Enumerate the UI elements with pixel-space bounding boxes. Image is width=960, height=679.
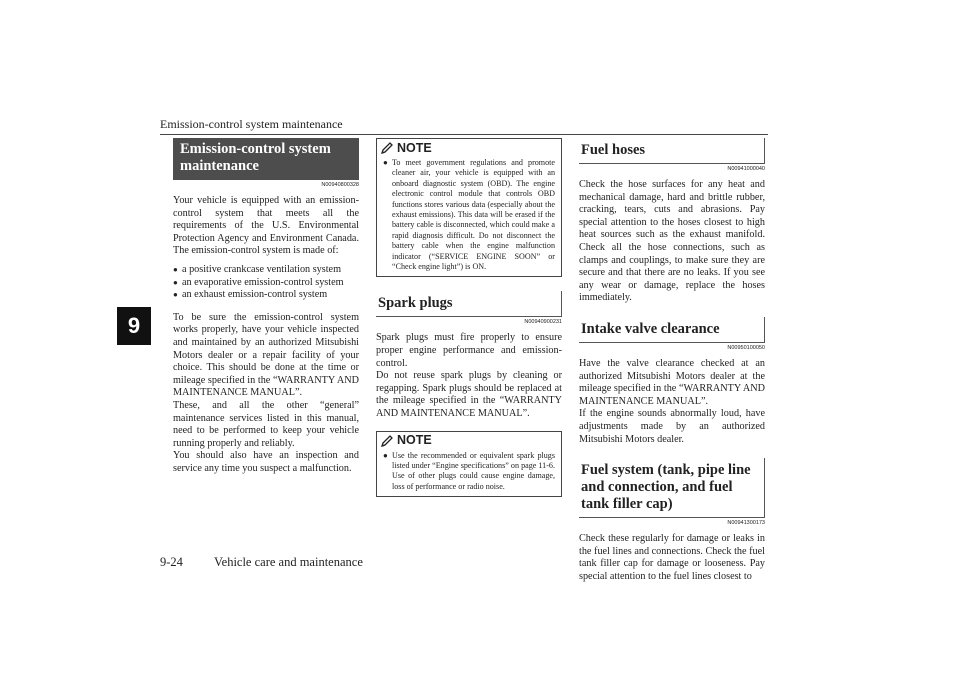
bullet-icon: ● xyxy=(173,264,178,274)
body-paragraph: To be sure the emission-control system works properly, have your vehicle inspected and maintained by an authorized Mitsubishi Motors dealer or a repair facility of your choice. This should be done at the time or mileage specified in the “WARRANTY AND MAINTENANCE MANUAL”. xyxy=(173,311,359,399)
note-label: NOTE xyxy=(397,140,432,155)
note-pencil-icon xyxy=(380,141,394,155)
body-paragraph: Check these regularly for damage or leaks in the fuel lines and connections. Check the fuel tank filler cap for damage or looseness. Pay special attention to the fuel lines closest to xyxy=(579,533,765,582)
note-box-obd xyxy=(376,138,562,277)
note-text: To meet government regulations and promote cleaner air, your vehicle is equipped with an onboard diagnostic system (OBD). The engine electronic control module that controls OBD functions stores various data (especially about the exhaust emissions). This data will be erased if the battery cable is disconnected, which could make a rapid diagnosis difficult. Do not disconnect the battery cable when the engine malfunction indicator (“SERVICE ENGINE SOON” or “Check engine light”) is ON. xyxy=(392,158,555,272)
section-heading-spark-plugs: Spark plugs xyxy=(376,291,562,317)
body-paragraph: Spark plugs must fire properly to ensure proper engine performance and emission-control. xyxy=(376,332,562,369)
body-paragraph: Check the hose surfaces for any heat and mechanical damage, hard and brittle rubber, cracking, tears, cuts and abrasions. Pay special attention to the hoses closest to high heat sources such as the exhaust manifold. Check all the hose connections, such as clamps and couplings, to make sure they are secure and that there are no leaks. If you see any wear or damage, replace the hoses immediately. xyxy=(579,179,765,304)
doc-id: N00940800328 xyxy=(321,182,359,188)
bullet-icon: ● xyxy=(383,450,388,460)
doc-id: N00950100050 xyxy=(727,344,765,351)
body-paragraph: Do not reuse spark plugs by cleaning or regapping. Spark plugs should be replaced at the mileage specified in the “WARRANTY AND MAINTENANCE MANUAL”. xyxy=(376,370,562,420)
column-1 xyxy=(173,138,359,475)
bullet-icon: ● xyxy=(173,277,178,287)
body-paragraph: These, and all the other “general” maintenance services listed in this manual, need to be performed to keep your vehicle running properly and reliably. xyxy=(173,399,359,449)
list-item: ● a positive crankcase ventilation system xyxy=(173,263,341,275)
doc-id: N00940900231 xyxy=(524,319,562,326)
column-2 xyxy=(376,138,562,497)
body-paragraph: You should also have an inspection and service any time you suspect a malfunction. xyxy=(173,450,359,474)
note-text: Use the recommended or equivalent spark plugs listed under “Engine specifications” on page 11-6. Use of other plugs could cause engine damage, loss of performance or radio noise. xyxy=(392,450,555,491)
bullet-icon: ● xyxy=(383,158,388,167)
section-heading-fuel-hoses: Fuel hoses xyxy=(579,138,765,164)
doc-id: N00941000040 xyxy=(727,166,765,172)
body-paragraph: If the engine sounds abnormally loud, have adjustments made by an authorized Mitsubishi Motors dealer. xyxy=(579,408,765,445)
page-number: 9-24 xyxy=(160,555,183,569)
list-item: ● an evaporative emission-control system xyxy=(173,276,344,288)
header-rule xyxy=(160,134,768,135)
running-header: Emission-control system maintenance xyxy=(160,117,343,131)
chapter-title: Vehicle care and maintenance xyxy=(214,555,363,569)
note-box-spark-plugs xyxy=(376,431,562,498)
section-heading-emission: Emission-control system maintenance xyxy=(173,138,359,180)
column-3 xyxy=(579,138,765,583)
note-label: NOTE xyxy=(397,433,432,448)
note-pencil-icon xyxy=(380,434,394,448)
bullet-icon: ● xyxy=(173,290,178,300)
doc-id: N00941300173 xyxy=(727,520,765,527)
chapter-tab: 9 xyxy=(117,307,151,345)
section-heading-fuel-system: Fuel system (tank, pipe line and connection, and fuel tank filler cap) xyxy=(579,458,765,518)
section-heading-intake-valve: Intake valve clearance xyxy=(579,317,765,343)
intro-paragraph: Your vehicle is equipped with an emission-control system that meets all the requirements of the U.S. Environmental Protection Agency and Environment Canada. The emission-control system is made of: xyxy=(173,195,359,257)
body-paragraph: Have the valve clearance checked at an authorized Mitsubishi Motors dealer at the mileage specified in the “WARRANTY AND MAINTENANCE MANUAL”. xyxy=(579,357,765,407)
list-item: ● an exhaust emission-control system xyxy=(173,289,328,301)
